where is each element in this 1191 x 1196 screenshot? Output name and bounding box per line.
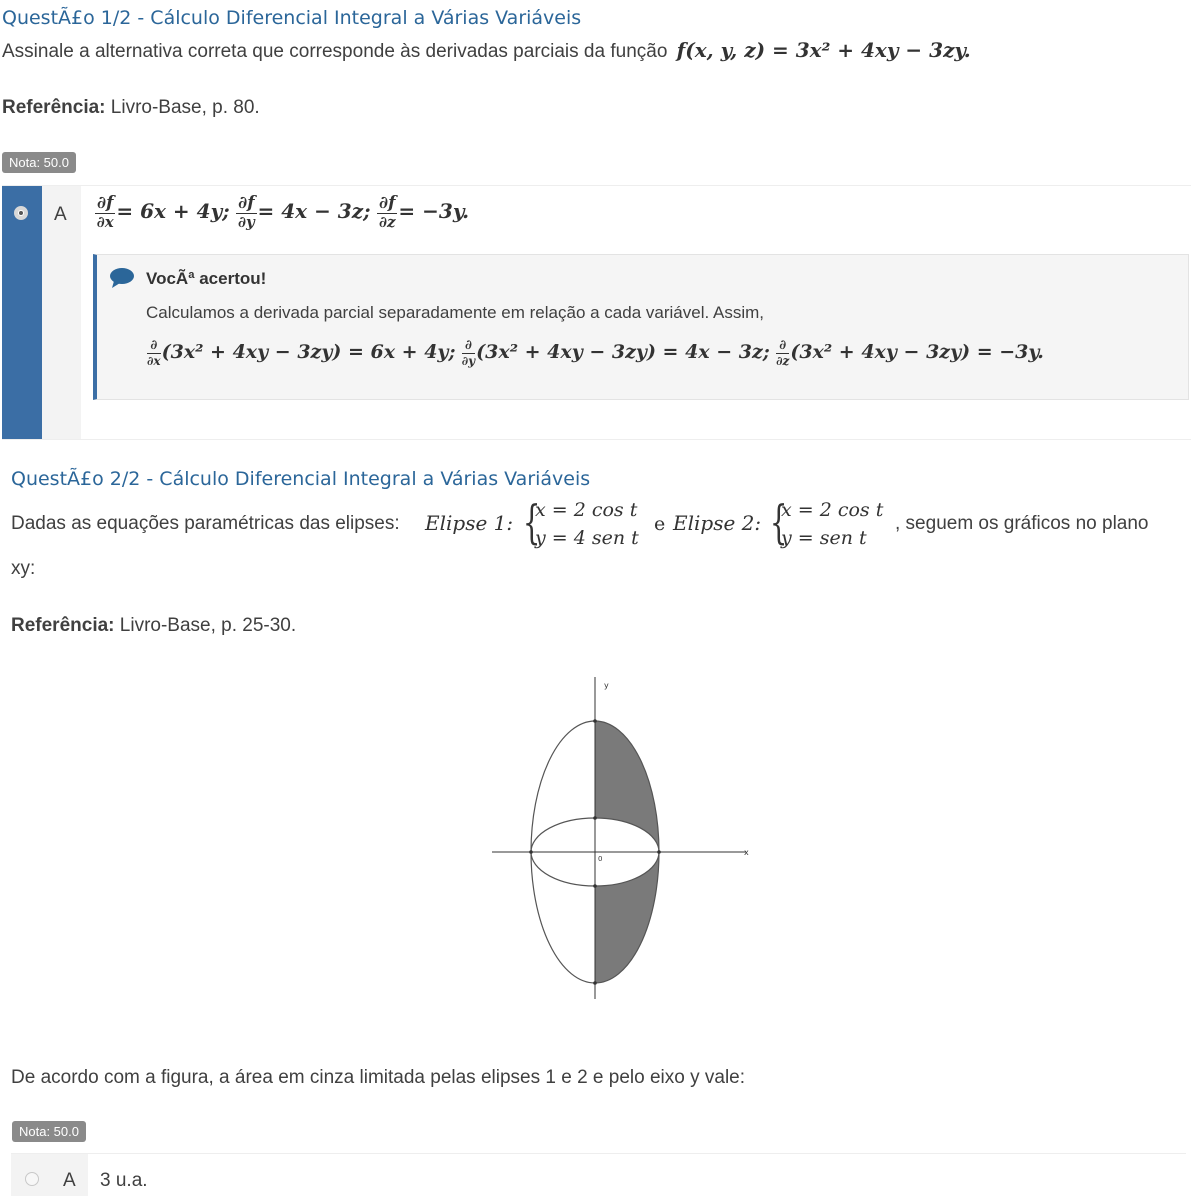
option-letter: A <box>54 204 67 225</box>
question-1-statement: Assinale a alternativa correta que corresponde às derivadas parciais da função f(x, y, z) = 3x² + 4xy − 3zy. <box>2 38 971 62</box>
origin-label: 0 <box>598 855 603 863</box>
feedback-text: Calculamos a derivada parcial separadamente em relação a cada variável. Assim, <box>146 303 764 322</box>
question-1-function: f(x, y, z) = 3x² + 4xy − 3zy. <box>676 38 971 62</box>
left-brace: { <box>522 495 541 549</box>
question-2-statement-cont: xy: <box>11 558 36 579</box>
question-2-statement: Dadas as equações paramétricas das elipses: Elipse 1: { x = 2 cos t y = 4 sen t e Elipse 2: { x = 2 cos t y = sen t , seguem os gráficos no plano <box>11 495 1149 549</box>
left-brace-2: { <box>769 495 788 549</box>
question-2-prompt: De acordo com a figura, a área em cinza limitada pelas elipses 1 e 2 e pelo eixo y vale: <box>11 1067 746 1088</box>
option-letter-column <box>11 1154 88 1196</box>
x-axis-label: x <box>744 848 749 857</box>
feedback-title: VocÃª acertou! <box>146 269 267 288</box>
question-2-reference: Referência: Livro-Base, p. 25-30. <box>11 615 297 636</box>
option-a-formula: $\frac{\partial f}{\partial x}$ = 6x + 4y; $\frac{\partial f}{\partial y}$ = 4x − 3z; $\frac{\partial f}{\partial z}$ = −3y. <box>96 193 470 231</box>
selected-bar <box>2 186 42 439</box>
option-letter: A <box>63 1170 76 1191</box>
speech-bubble-icon <box>109 267 135 289</box>
radio-icon[interactable] <box>25 1172 39 1186</box>
radio-icon[interactable] <box>14 206 28 220</box>
question-1-nota-badge: Nota: 50.0 <box>2 152 76 173</box>
ellipses-figure <box>488 675 758 1005</box>
question-2-option-a[interactable] <box>11 1153 1186 1196</box>
y-axis-label: y <box>604 681 609 690</box>
feedback-box <box>93 254 1189 400</box>
question-2-title: QuestÃ£o 2/2 - Cálculo Diferencial Integral a Várias Variáveis <box>11 468 591 490</box>
question-1-reference: Referência: Livro-Base, p. 80. <box>2 97 260 118</box>
question-1-option-a[interactable] <box>2 185 1191 440</box>
feedback-formula: $\frac{\partial}{\partial x}$ (3x² + 4xy − 3zy) = 6x + 4y; $\frac{\partial}{\partial y}$ (3x² + 4xy − 3zy) = 4x − 3z; $\frac{\partial}{\partial z}$ (3x² + 4xy − 3zy) = −3y. <box>147 338 1044 368</box>
question-2-nota-badge: Nota: 50.0 <box>12 1121 86 1142</box>
option-text: 3 u.a. <box>100 1170 148 1191</box>
question-1-title: QuestÃ£o 1/2 - Cálculo Diferencial Integral a Várias Variáveis <box>2 7 582 29</box>
